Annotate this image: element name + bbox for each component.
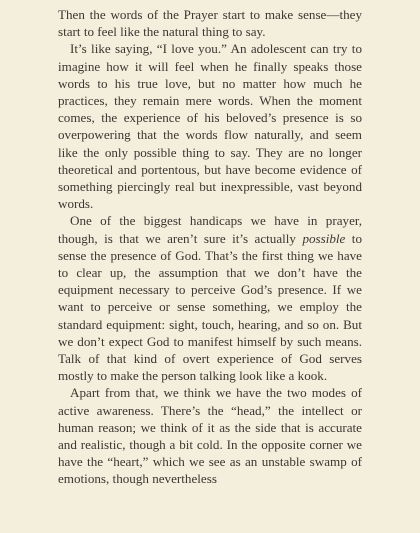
paragraph	[58, 40, 362, 212]
paragraph	[58, 384, 362, 487]
paragraph-text: to sense the presence of God. That’s the first thing we have to clear up, the assumption that we don’t have the equipment necessary to perceive God’s presence. If we want to perceive or sense something, we employ the standard equipment: sight, touch, hearing, and so on. But we don’t expect God to manifest himself by such means. Talk of that kind of overt experience of God serves mostly to make the person talking look like a kook.	[58, 230, 362, 384]
paragraph-text: One of the biggest handicaps we have in prayer, though, is that we aren’t sure it’s actually	[58, 213, 362, 246]
paragraph	[58, 212, 362, 384]
emphasized-text: possible	[302, 230, 346, 246]
paragraph-text: Then the words of the Prayer start to make sense—they start to feel like the natural thing to say.	[58, 7, 362, 40]
paragraph-text: Apart from that, we think we have the two modes of active awareness. There’s the “head,” the intellect or human reason; we think of it as the side that is accurate and realistic, though a bit cold. In the opposite corner we have the “heart,” which we see as an unstable swamp of emotions, though nevertheless	[58, 385, 362, 487]
paragraph-text: It’s like saying, “I love you.” An adolescent can try to imagine how it will feel when he finally speaks those words to his true love, but no matter how much he practices, they remain mere words. When the moment comes, the experience of his beloved’s presence is so overpowering that the words flow naturally, and seem like the only possible thing to say. They are no longer theoretical and portentous, but have become evidence of something piercingly real but inexpressible, vast beyond words.	[58, 41, 362, 212]
book-page	[58, 0, 362, 488]
paragraph	[58, 6, 362, 40]
page-body	[58, 6, 362, 488]
